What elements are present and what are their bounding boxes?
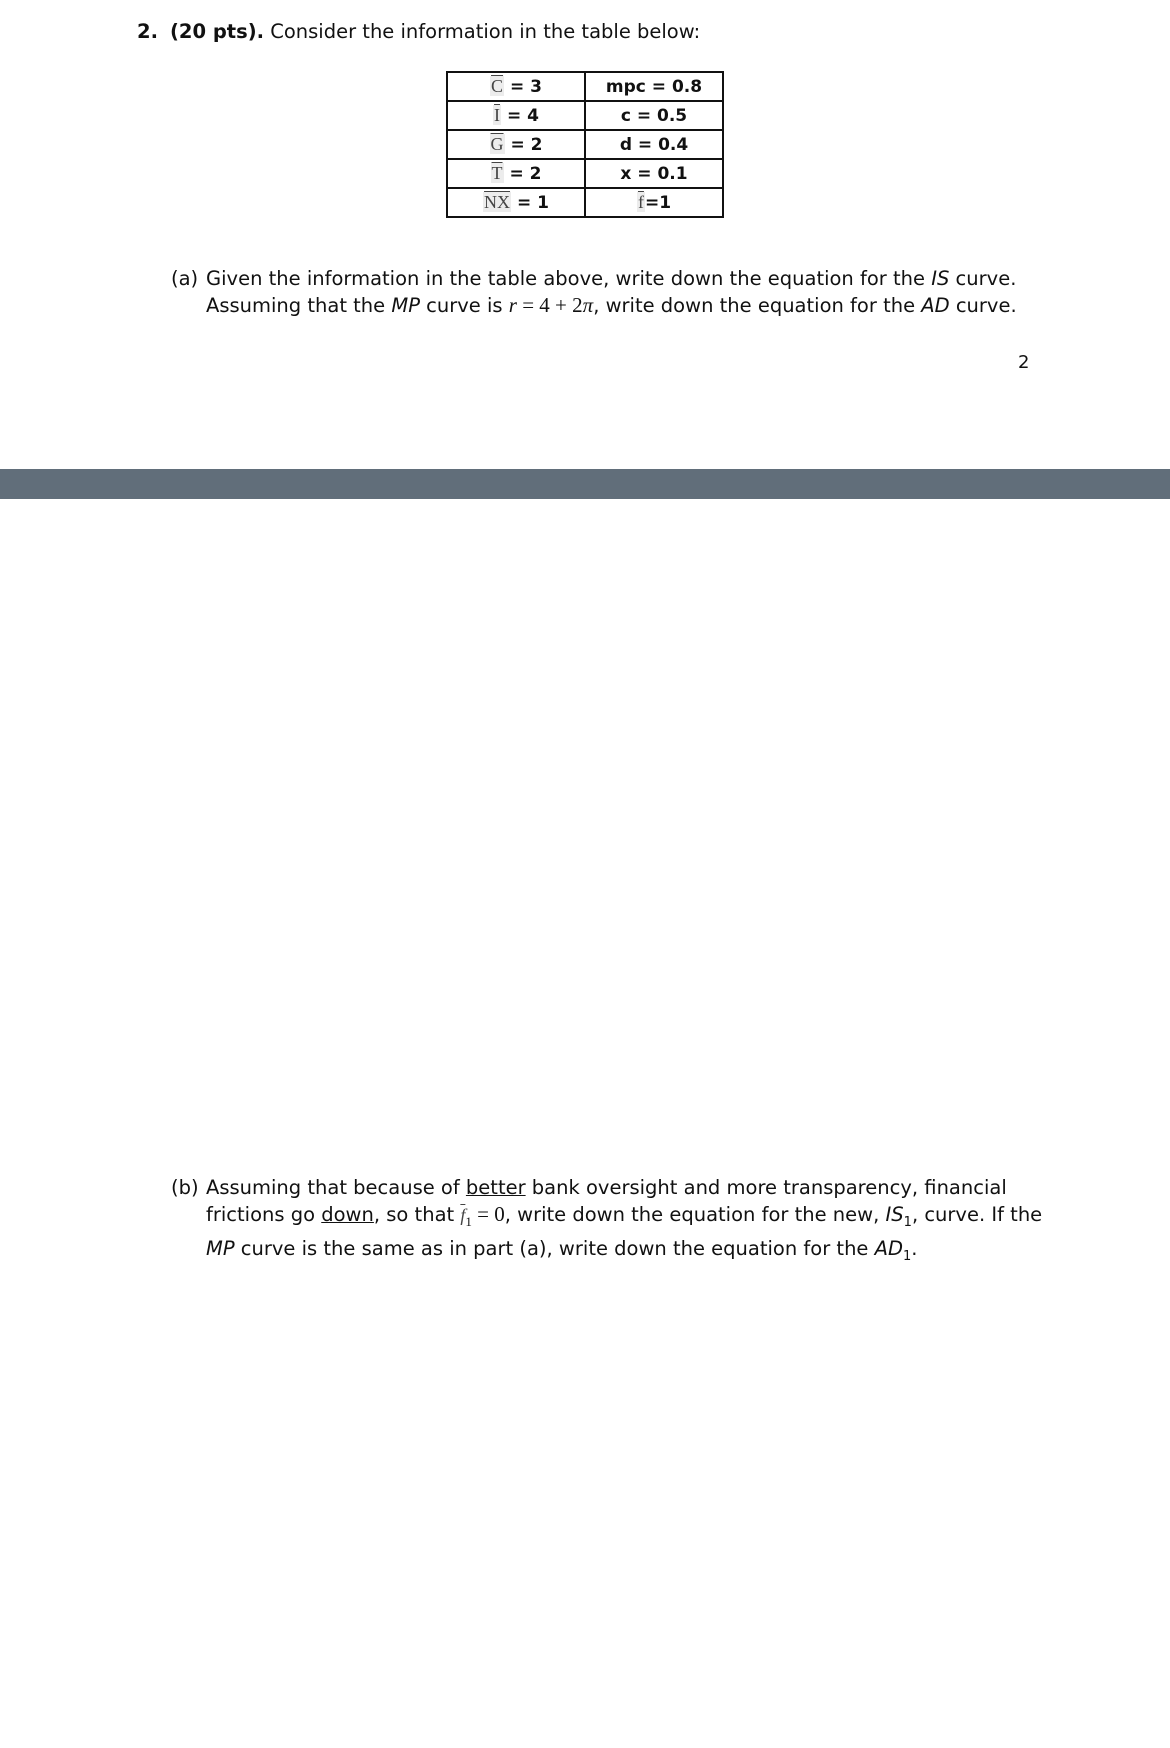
question-intro: Consider the information in the table below: bbox=[270, 20, 701, 43]
government-spending-symbol: $\overline{G}$ bbox=[490, 134, 504, 154]
text-span: . bbox=[911, 1236, 918, 1260]
part-a-text bbox=[206, 266, 1051, 319]
table-cell: x = 0.1 bbox=[585, 159, 723, 188]
text-span: Assuming that because of bbox=[206, 1176, 466, 1199]
table-value: = 2 bbox=[510, 135, 543, 155]
math-var: r bbox=[508, 293, 517, 317]
part-b-text bbox=[206, 1175, 1051, 1270]
is1-curve-term: IS bbox=[885, 1203, 904, 1226]
question-number: 2. bbox=[137, 20, 158, 43]
math-text: = 0 bbox=[471, 1202, 505, 1226]
text-span: , write down the equation for the bbox=[593, 294, 922, 317]
table-value: = 2 bbox=[509, 164, 542, 184]
parameter-table bbox=[446, 71, 724, 218]
page-separator bbox=[0, 469, 1170, 499]
table-cell bbox=[447, 130, 585, 159]
ad-curve-term: AD bbox=[921, 294, 950, 317]
table-cell: d = 0.4 bbox=[585, 130, 723, 159]
subscript: 1 bbox=[902, 1248, 912, 1264]
table-cell bbox=[447, 101, 585, 130]
table-cell bbox=[447, 159, 585, 188]
mp-curve-term: MP bbox=[391, 294, 420, 317]
table-cell bbox=[447, 188, 585, 217]
part-a-label: (a) bbox=[171, 267, 199, 290]
ad1-curve-term: AD bbox=[874, 1236, 903, 1260]
table-cell bbox=[447, 72, 585, 101]
text-span: , so that bbox=[373, 1203, 461, 1226]
text-span: Given the information in the table above, write down the equation for the bbox=[206, 267, 932, 290]
mp-equation bbox=[509, 293, 593, 317]
table-value: = 4 bbox=[506, 106, 539, 126]
table-row bbox=[447, 130, 723, 159]
friction-equation bbox=[460, 1202, 505, 1230]
part-a bbox=[171, 266, 1051, 319]
table-row bbox=[447, 101, 723, 130]
text-span: curve is bbox=[419, 294, 509, 317]
table-value: =1 bbox=[644, 193, 672, 213]
page-number: 2 bbox=[1018, 352, 1030, 373]
text-span: curve. bbox=[949, 294, 1017, 317]
math-var: π bbox=[582, 293, 594, 317]
financial-frictions-symbol: $\overline{f}$ bbox=[637, 192, 644, 212]
table-value: = 1 bbox=[516, 193, 549, 213]
text-span: , curve. If the bbox=[911, 1203, 1043, 1226]
text-span: curve. Assuming that the bbox=[206, 267, 1017, 317]
mp-curve-term: MP bbox=[206, 1236, 235, 1260]
question-header bbox=[137, 20, 700, 43]
subscript: 1 bbox=[903, 1214, 912, 1230]
table-cell: c = 0.5 bbox=[585, 101, 723, 130]
table-row bbox=[447, 159, 723, 188]
underlined-word: better bbox=[465, 1176, 526, 1199]
math-subscript: 1 bbox=[465, 1214, 472, 1230]
part-b-label: (b) bbox=[171, 1176, 199, 1199]
text-span: curve is the same as in part (a), write down the equation for the bbox=[234, 1236, 875, 1260]
table-cell: mpc = 0.8 bbox=[585, 72, 723, 101]
math-text: = 4 + 2 bbox=[516, 293, 583, 317]
part-b bbox=[171, 1175, 1051, 1270]
taxes-symbol: $\overline{T}$ bbox=[491, 163, 503, 183]
autonomous-investment-symbol: $\overline{I}$ bbox=[494, 105, 501, 125]
text-span: bank oversight and more transparency, financial frictions go bbox=[206, 1176, 1007, 1226]
underlined-word: down bbox=[321, 1203, 374, 1226]
autonomous-consumption-symbol: $\overline{C}$ bbox=[491, 76, 504, 96]
table-value: = 3 bbox=[509, 77, 542, 97]
is-curve-term: IS bbox=[931, 267, 950, 290]
text-span: , write down the equation for the new, bbox=[504, 1203, 886, 1226]
math-var: $\overline{f}$ bbox=[460, 1205, 466, 1225]
table-row bbox=[447, 188, 723, 217]
question-points: (20 pts). bbox=[169, 20, 265, 43]
net-exports-symbol: $\overline{NX}$ bbox=[484, 192, 511, 212]
table-row bbox=[447, 72, 723, 101]
table-cell bbox=[585, 188, 723, 217]
